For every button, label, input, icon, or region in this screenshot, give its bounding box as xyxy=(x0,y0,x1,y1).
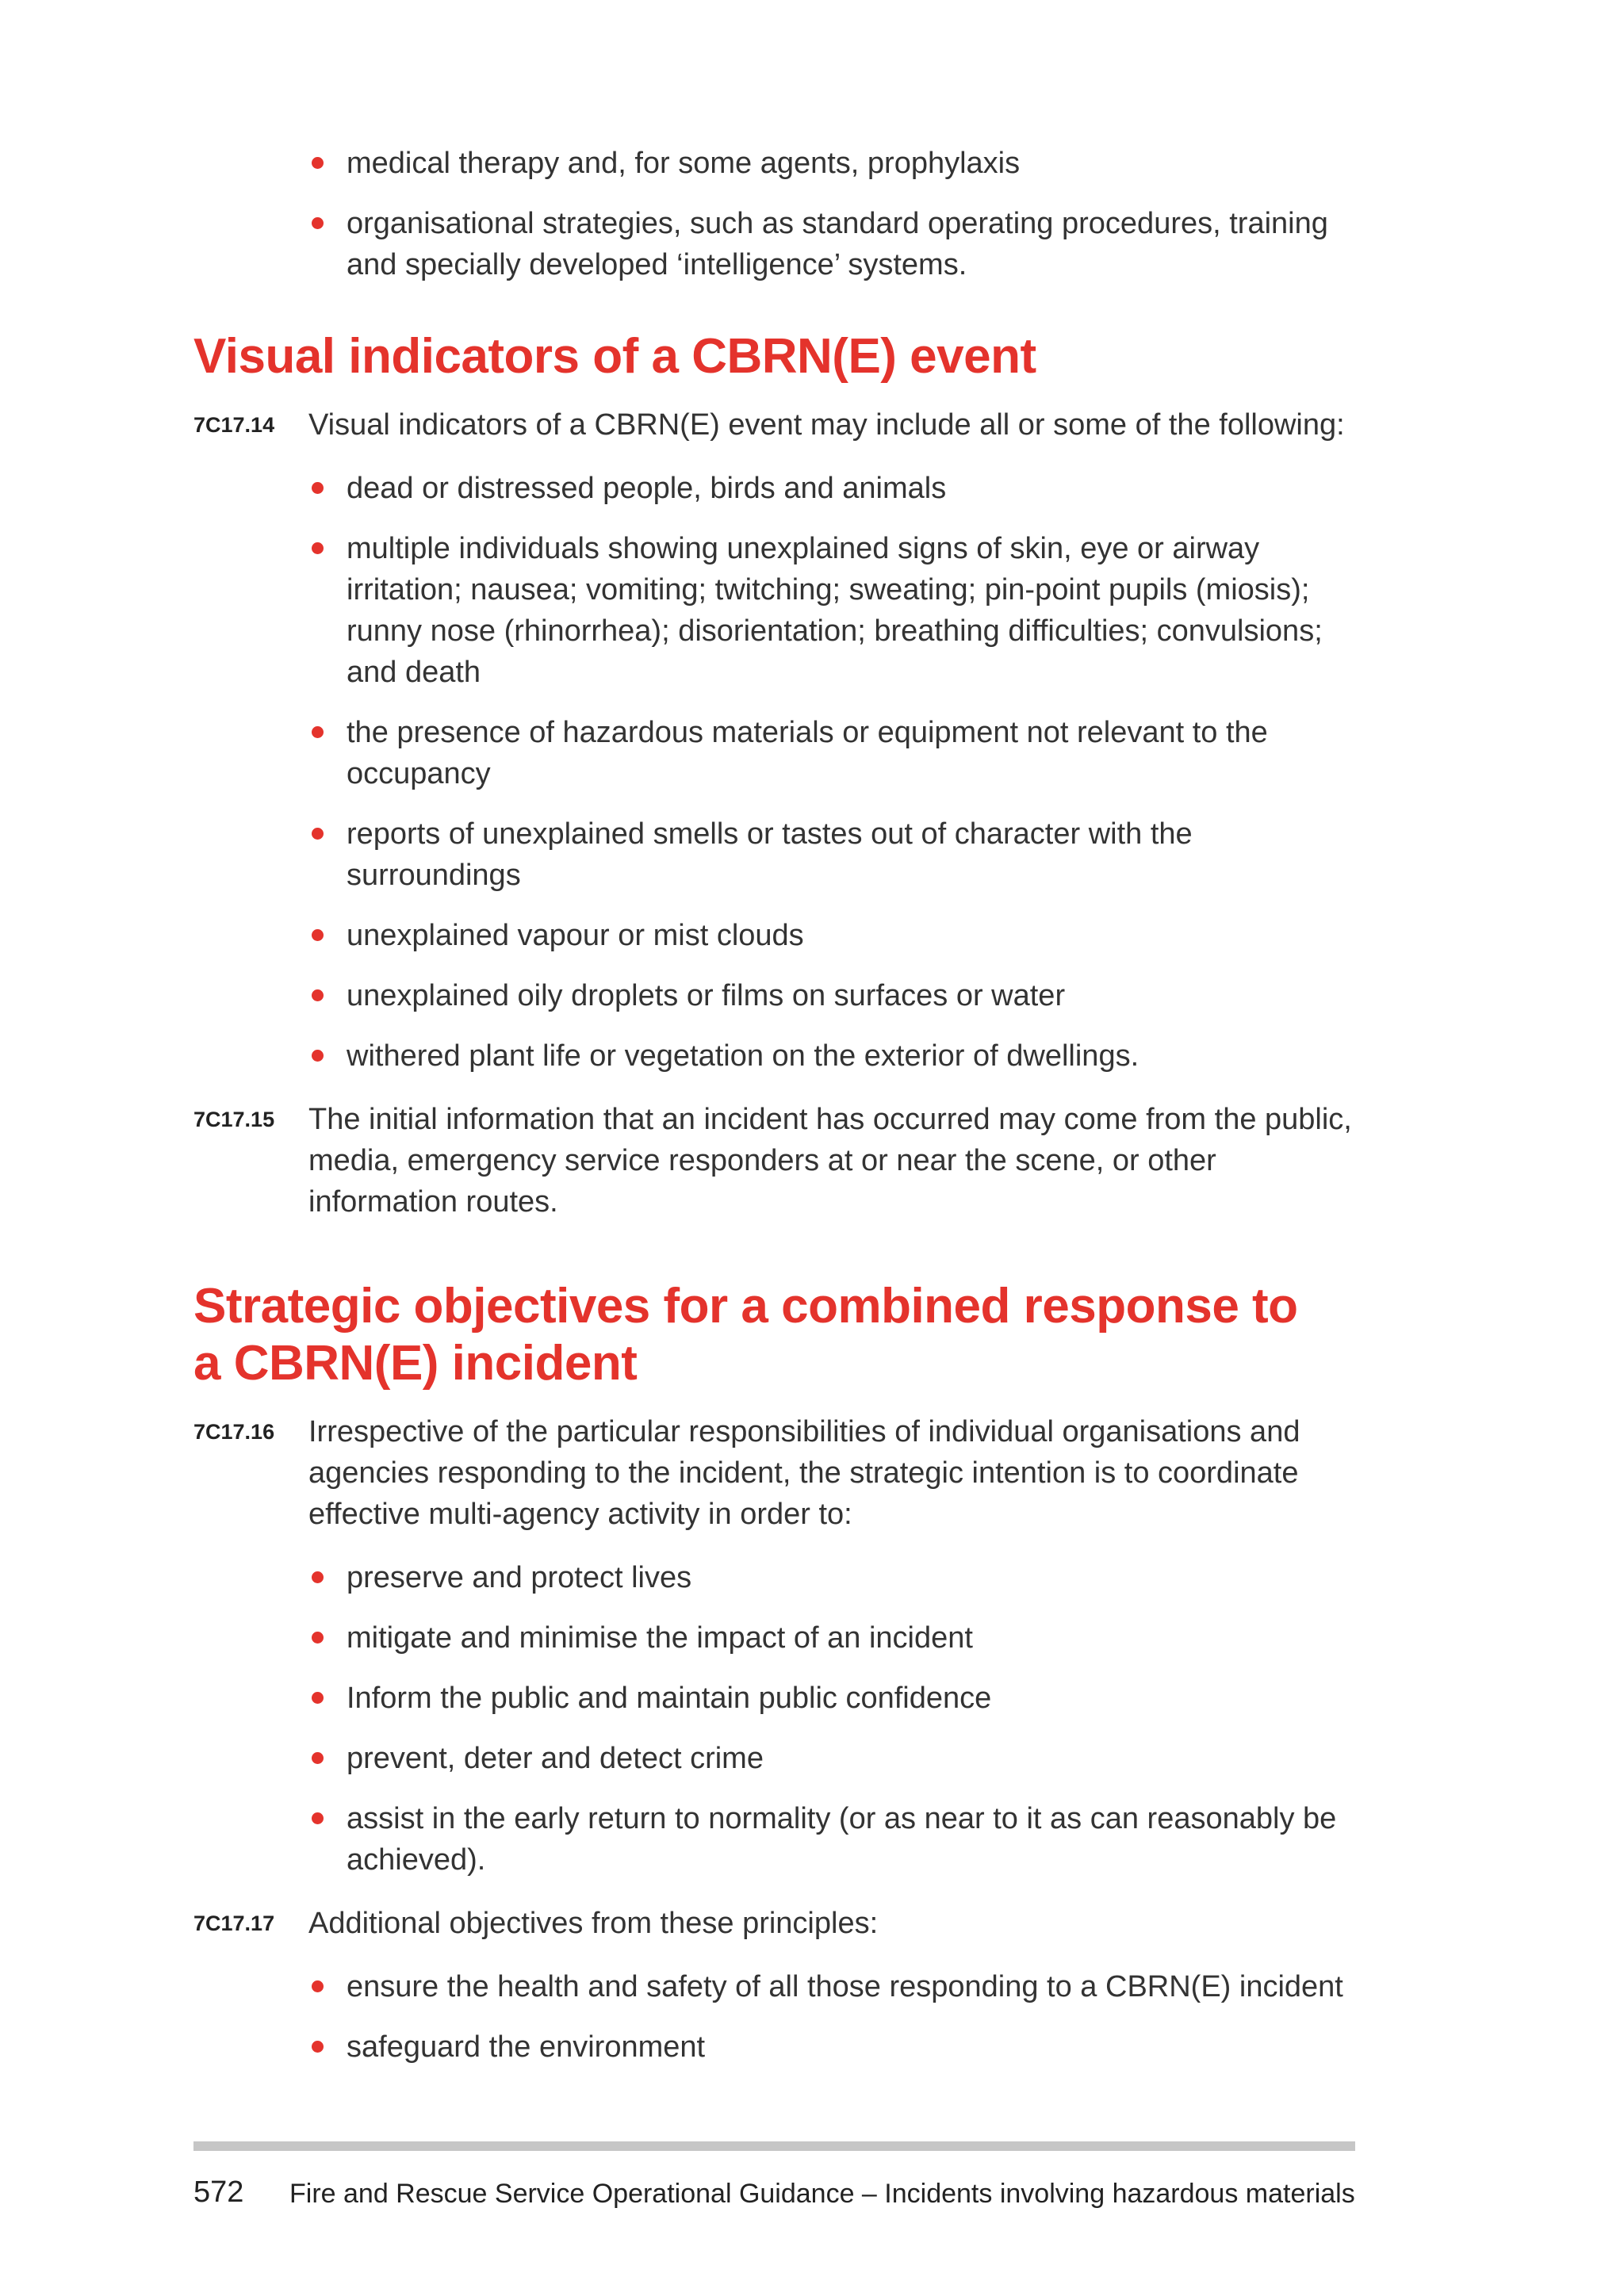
intro-bullet-list xyxy=(308,143,1355,285)
paragraph-text: Visual indicators of a CBRN(E) event may include all or some of the following: xyxy=(308,408,1345,442)
page-content xyxy=(193,143,1355,2087)
list-item: the presence of hazardous materials or equipment not relevant to the occupancy xyxy=(308,712,1355,794)
paragraph-7c17-15 xyxy=(193,1099,1355,1223)
paragraph-text: The initial information that an incident has occurred may come from the public, media, emergency service responders at or near the scene, or other information routes. xyxy=(308,1103,1352,1219)
list-item: Inform the public and maintain public confidence xyxy=(308,1678,1355,1719)
list-item: reports of unexplained smells or tastes out of character with the surroundings xyxy=(308,813,1355,896)
paragraph-number: 7C17.16 xyxy=(193,1420,275,1444)
list-item: multiple individuals showing unexplained signs of skin, eye or airway irritation; nausea; vomiting; twitching; sweating; pin-point pupils (miosis); runny nose (rhinorrhea); disorientation; breathing difficulties; convulsions; and death xyxy=(308,528,1355,693)
additional-objectives-list xyxy=(308,1966,1355,2068)
list-item: medical therapy and, for some agents, prophylaxis xyxy=(308,143,1355,184)
visual-indicators-list xyxy=(308,468,1355,1077)
list-item: safeguard the environment xyxy=(308,2026,1355,2068)
paragraph-number: 7C17.14 xyxy=(193,413,275,437)
page-number: 572 xyxy=(193,2175,244,2209)
section-heading-visual-indicators: Visual indicators of a CBRN(E) event xyxy=(193,329,1036,384)
list-item: ensure the health and safety of all those responding to a CBRN(E) incident xyxy=(308,1966,1355,2007)
paragraph-number: 7C17.15 xyxy=(193,1108,275,1131)
paragraph-number: 7C17.17 xyxy=(193,1911,275,1935)
list-item: preserve and protect lives xyxy=(308,1557,1355,1598)
footer-divider xyxy=(193,2141,1355,2151)
list-item: dead or distressed people, birds and animals xyxy=(308,468,1355,509)
section-heading-strategic-objectives: Strategic objectives for a combined response to a CBRN(E) incident xyxy=(193,1279,1298,1391)
list-item: mitigate and minimise the impact of an incident xyxy=(308,1617,1355,1659)
paragraph-7c17-14 xyxy=(193,404,1355,446)
paragraph-7c17-17 xyxy=(193,1903,1355,1944)
list-item: organisational strategies, such as standard operating procedures, training and specially developed ‘intelligence’ systems. xyxy=(308,203,1355,285)
paragraph-text: Additional objectives from these principles: xyxy=(308,1907,879,1940)
list-item: prevent, deter and detect crime xyxy=(308,1738,1355,1779)
list-item: assist in the early return to normality (or as near to it as can reasonably be achieved). xyxy=(308,1798,1355,1881)
paragraph-text: Irrespective of the particular responsibilities of individual organisations and agencies responding to the incident, the strategic intention is to coordinate effective multi-agency activity in order to: xyxy=(308,1415,1300,1531)
list-item: unexplained oily droplets or films on surfaces or water xyxy=(308,975,1355,1016)
list-item: unexplained vapour or mist clouds xyxy=(308,915,1355,956)
strategic-intention-list xyxy=(308,1557,1355,1881)
paragraph-7c17-16 xyxy=(193,1411,1355,1535)
footer-title: Fire and Rescue Service Operational Guidance – Incidents involving hazardous materials xyxy=(289,2179,1355,2209)
list-item: withered plant life or vegetation on the exterior of dwellings. xyxy=(308,1035,1355,1077)
